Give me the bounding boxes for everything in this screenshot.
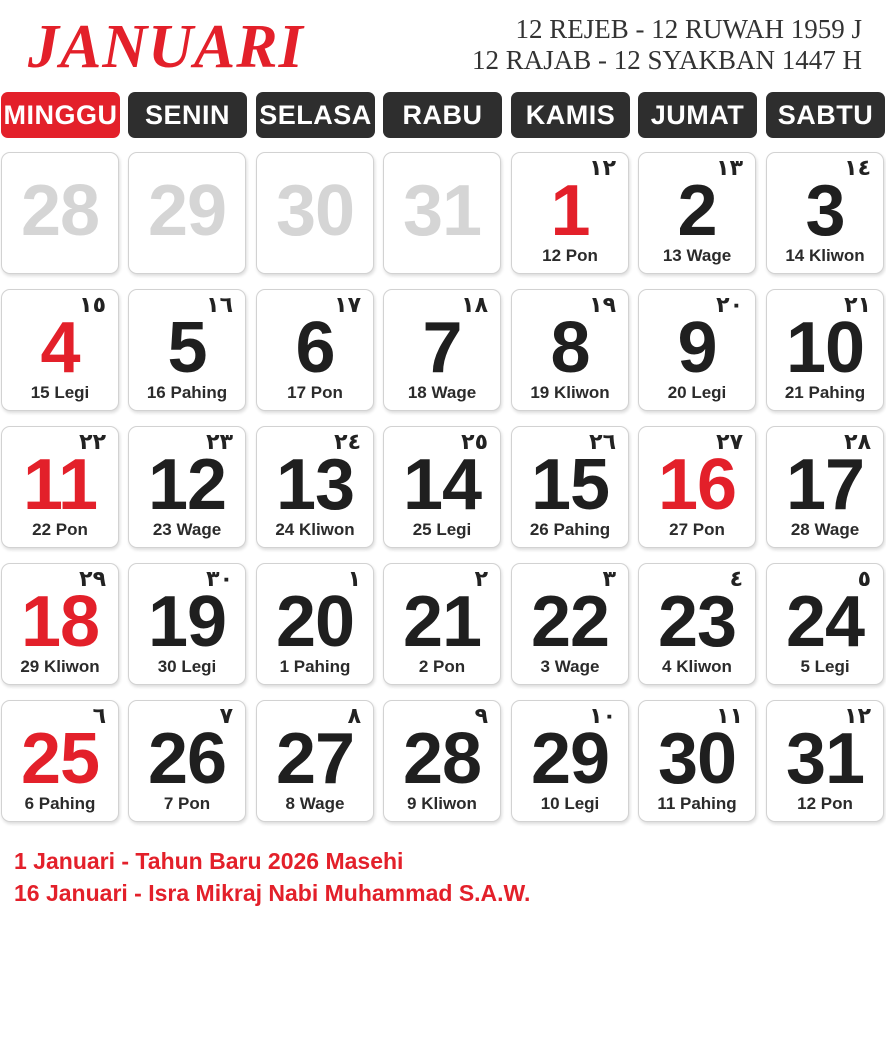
- pasaran-label: 19 Kliwon: [530, 383, 610, 402]
- gregorian-day-number: 22: [530, 582, 610, 662]
- hijri-day-number: ١٤: [844, 156, 871, 181]
- hijri-day-number: ٥: [857, 567, 871, 592]
- gregorian-day-number: 28: [20, 171, 100, 251]
- calendar-day-cell: [638, 289, 756, 411]
- gregorian-day-number: 29: [147, 171, 227, 251]
- hijri-day-number: ٢٦: [589, 430, 616, 455]
- gregorian-day-number: 30: [657, 719, 737, 799]
- hijri-day-number: ١٣: [716, 156, 743, 181]
- calendar-day-cell: [128, 700, 246, 822]
- hijri-day-number: ١١: [716, 704, 743, 729]
- weekday-minggu: MINGGU: [1, 92, 120, 138]
- pasaran-label: 11 Pahing: [657, 794, 737, 813]
- gregorian-day-number: 24: [785, 582, 865, 662]
- calendar-day-cell: [128, 152, 246, 274]
- weekday-kamis: KAMIS: [511, 92, 630, 138]
- gregorian-day-number: 18: [20, 582, 100, 662]
- calendar-day-cell: [638, 152, 756, 274]
- gregorian-day-number: 15: [530, 445, 610, 525]
- pasaran-label: 29 Kliwon: [20, 657, 100, 676]
- hijri-day-number: ٢٠: [716, 293, 743, 318]
- calendar-day-cell: [383, 700, 501, 822]
- calendar-day-cell: [1, 426, 119, 548]
- hijri-day-number: ٣٠: [206, 567, 233, 592]
- calendar-day-cell: [766, 700, 884, 822]
- hijri-day-number: ١٧: [334, 293, 361, 318]
- pasaran-label: 4 Kliwon: [662, 657, 732, 676]
- pasaran-label: 23 Wage: [152, 520, 222, 539]
- calendar-day-cell: [256, 289, 374, 411]
- gregorian-day-number: 5: [167, 308, 207, 388]
- pasaran-label: 1 Pahing: [279, 657, 351, 676]
- gregorian-day-number: 30: [275, 171, 355, 251]
- gregorian-day-number: 1: [550, 171, 590, 251]
- gregorian-day-number: 21: [402, 582, 482, 662]
- pasaran-label: 18 Wage: [407, 383, 477, 402]
- calendar-day-cell: [511, 289, 629, 411]
- calendar-day-cell: [766, 152, 884, 274]
- month-title: JANUARI: [28, 13, 304, 81]
- hijri-day-number: ٢١: [844, 293, 871, 318]
- gregorian-day-number: 25: [20, 719, 100, 799]
- hijri-day-number: ٦: [92, 704, 106, 729]
- calendar-day-cell: [1, 289, 119, 411]
- pasaran-label: 3 Wage: [540, 657, 600, 676]
- weekday-header-row: [0, 92, 886, 138]
- pasaran-label: 14 Kliwon: [785, 246, 865, 265]
- gregorian-day-number: 29: [530, 719, 610, 799]
- gregorian-day-number: 17: [785, 445, 865, 525]
- gregorian-day-number: 6: [295, 308, 335, 388]
- calendar-day-cell: [1, 700, 119, 822]
- gregorian-day-number: 3: [805, 171, 845, 251]
- gregorian-day-number: 10: [785, 308, 865, 388]
- gregorian-day-number: 4: [40, 308, 80, 388]
- pasaran-label: 9 Kliwon: [407, 794, 477, 813]
- calendar-day-cell: [511, 426, 629, 548]
- pasaran-label: 12 Pon: [797, 794, 853, 813]
- calendar-day-cell: [638, 563, 756, 685]
- hijri-day-number: ٩: [474, 704, 488, 729]
- gregorian-day-number: 2: [677, 171, 717, 251]
- hijri-day-number: ١: [347, 567, 361, 592]
- gregorian-day-number: 19: [147, 582, 227, 662]
- hijri-day-number: ٤: [729, 567, 743, 592]
- gregorian-day-number: 26: [147, 719, 227, 799]
- pasaran-label: 7 Pon: [163, 794, 211, 813]
- weekday-sabtu: SABTU: [766, 92, 885, 138]
- pasaran-label: 12 Pon: [542, 246, 598, 265]
- pasaran-label: 2 Pon: [418, 657, 466, 676]
- hijri-day-number: ٢٧: [716, 430, 743, 455]
- hijri-day-number: ٣: [602, 567, 616, 592]
- hijri-day-number: ٢٩: [79, 567, 106, 592]
- hijri-day-number: ٢٤: [334, 430, 361, 455]
- calendar-day-cell: [511, 563, 629, 685]
- pasaran-label: 5 Legi: [800, 657, 850, 676]
- hijri-day-number: ١٨: [461, 293, 488, 318]
- javanese-date-range: 12 REJEB - 12 RUWAH 1959 J: [515, 14, 862, 44]
- gregorian-day-number: 7: [422, 308, 462, 388]
- calendar-day-cell: [128, 563, 246, 685]
- pasaran-label: 10 Legi: [540, 794, 600, 813]
- pasaran-label: 24 Kliwon: [275, 520, 355, 539]
- calendar-day-cell: [1, 152, 119, 274]
- calendar-day-cell: [256, 152, 374, 274]
- gregorian-day-number: 14: [402, 445, 482, 525]
- calendar-day-cell: [256, 426, 374, 548]
- calendar-day-cell: [383, 289, 501, 411]
- calendar-day-cell: [766, 426, 884, 548]
- pasaran-label: 25 Legi: [412, 520, 472, 539]
- hijri-day-number: ١٩: [589, 293, 616, 318]
- hijri-date-range: [472, 14, 862, 76]
- islamic-date-range: 12 RAJAB - 12 SYAKBAN 1447 H: [471, 45, 862, 75]
- calendar-day-cell: [128, 426, 246, 548]
- calendar-day-cell: [511, 152, 629, 274]
- weekday-rabu: RABU: [383, 92, 502, 138]
- hijri-day-number: ١٢: [844, 704, 871, 729]
- hijri-day-number: ٢٨: [844, 430, 871, 455]
- holiday-notes: [14, 845, 530, 909]
- hijri-day-number: ٧: [219, 704, 233, 729]
- gregorian-day-number: 31: [402, 171, 482, 251]
- gregorian-day-number: 12: [147, 445, 227, 525]
- gregorian-day-number: 11: [22, 445, 98, 525]
- pasaran-label: 26 Pahing: [529, 520, 611, 539]
- pasaran-label: 8 Wage: [285, 794, 345, 813]
- weekday-selasa: SELASA: [256, 92, 375, 138]
- calendar-day-cell: [383, 563, 501, 685]
- gregorian-day-number: 16: [657, 445, 737, 525]
- pasaran-label: 30 Legi: [157, 657, 217, 676]
- hijri-day-number: ٢٥: [461, 430, 488, 455]
- gregorian-day-number: 13: [275, 445, 355, 525]
- gregorian-day-number: 28: [402, 719, 482, 799]
- hijri-day-number: ١٢: [589, 156, 616, 181]
- weekday-senin: SENIN: [128, 92, 247, 138]
- calendar-day-cell: [638, 700, 756, 822]
- holiday-note: 16 Januari - Isra Mikraj Nabi Muhammad S.A.W.: [14, 880, 531, 906]
- calendar-day-cell: [766, 563, 884, 685]
- pasaran-label: 15 Legi: [30, 383, 90, 402]
- calendar-day-cell: [511, 700, 629, 822]
- pasaran-label: 28 Wage: [790, 520, 860, 539]
- calendar-day-cell: [766, 289, 884, 411]
- pasaran-label: 16 Pahing: [146, 383, 228, 402]
- calendar-day-cell: [128, 289, 246, 411]
- gregorian-day-number: 27: [275, 719, 355, 799]
- calendar-day-cell: [256, 563, 374, 685]
- hijri-day-number: ١٦: [206, 293, 233, 318]
- hijri-day-number: ١٥: [79, 293, 106, 318]
- calendar-day-cell: [256, 700, 374, 822]
- hijri-day-number: ٢٢: [79, 430, 106, 455]
- calendar-day-cell: [383, 426, 501, 548]
- gregorian-day-number: 31: [785, 719, 865, 799]
- hijri-day-number: ٨: [347, 704, 361, 729]
- pasaran-label: 20 Legi: [667, 383, 727, 402]
- gregorian-day-number: 9: [677, 308, 717, 388]
- pasaran-label: 13 Wage: [662, 246, 732, 265]
- calendar-grid: [0, 152, 886, 824]
- pasaran-label: 21 Pahing: [784, 383, 866, 402]
- gregorian-day-number: 20: [275, 582, 355, 662]
- holiday-note: 1 Januari - Tahun Baru 2026 Masehi: [14, 848, 404, 874]
- gregorian-day-number: 23: [657, 582, 737, 662]
- pasaran-label: 17 Pon: [287, 383, 343, 402]
- calendar-day-cell: [1, 563, 119, 685]
- hijri-day-number: ٢: [474, 567, 488, 592]
- hijri-day-number: ٢٣: [206, 430, 233, 455]
- hijri-day-number: ١٠: [589, 704, 616, 729]
- pasaran-label: 6 Pahing: [24, 794, 96, 813]
- weekday-jumat: JUMAT: [638, 92, 757, 138]
- pasaran-label: 27 Pon: [669, 520, 725, 539]
- calendar-day-cell: [638, 426, 756, 548]
- calendar-day-cell: [383, 152, 501, 274]
- gregorian-day-number: 8: [550, 308, 590, 388]
- pasaran-label: 22 Pon: [32, 520, 88, 539]
